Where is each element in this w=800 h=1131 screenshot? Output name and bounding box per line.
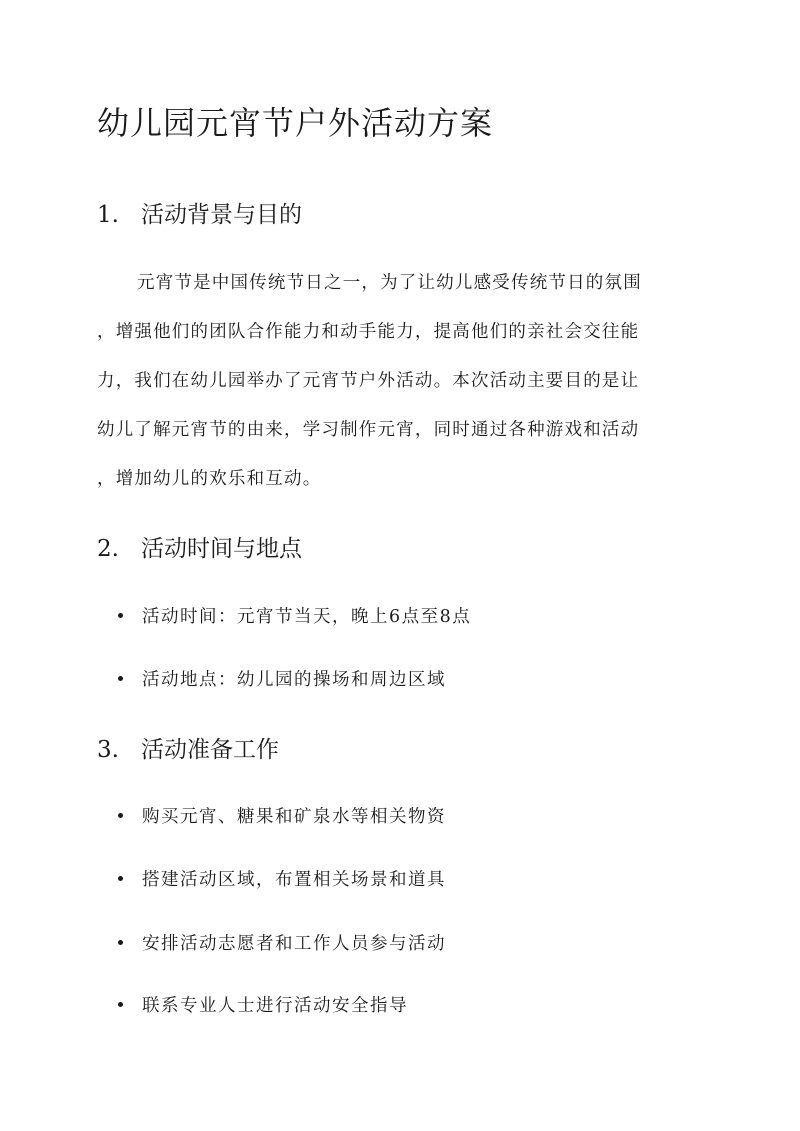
list-item-text: 安排活动志愿者和工作人员参与活动 [142, 934, 446, 954]
paragraph-line: 元宵节是中国传统节日之一，为了让幼儿感受传统节日的氛围 [137, 273, 642, 293]
list-item-text: 活动时间：元宵节当天，晚上6点至8点 [142, 607, 472, 627]
list-item [118, 603, 471, 628]
bullet-icon [118, 1002, 123, 1007]
section-1-heading [97, 196, 302, 229]
section-1-number: 1. [97, 202, 119, 228]
paragraph-line: ，增加幼儿的欢乐和互动。 [97, 469, 322, 489]
section-2-heading [97, 530, 302, 563]
bullet-icon [118, 676, 123, 681]
section-3-title: 活动准备工作 [141, 737, 279, 763]
document-title: 幼儿园元宵节户外活动方案 [97, 104, 494, 142]
list-item [118, 666, 446, 691]
list-item-text: 活动地点：幼儿园的操场和周边区域 [142, 670, 446, 690]
bullet-icon [118, 940, 123, 945]
paragraph-line: ，增强他们的团队合作能力和动手能力，提高他们的亲社会交往能 [97, 322, 640, 342]
bullet-icon [118, 613, 123, 618]
section-2-title: 活动时间与地点 [141, 536, 302, 562]
list-item-text: 搭建活动区域，布置相关场景和道具 [142, 870, 446, 890]
section-1-title: 活动背景与目的 [141, 202, 302, 228]
bullet-icon [118, 813, 123, 818]
paragraph-line: 幼儿了解元宵节的由来，学习制作元宵，同时通过各种游戏和活动 [97, 420, 640, 440]
list-item [118, 803, 446, 828]
section-1-paragraph [97, 259, 707, 504]
section-2-number: 2. [97, 536, 119, 562]
list-item-text: 购买元宵、糖果和矿泉水等相关物资 [142, 807, 446, 827]
section-3-heading [97, 731, 279, 764]
bullet-icon [118, 876, 123, 881]
section-3-number: 3. [97, 737, 119, 763]
list-item [118, 992, 408, 1017]
list-item-text: 联系专业人士进行活动安全指导 [142, 996, 408, 1016]
paragraph-line: 力，我们在幼儿园举办了元宵节户外活动。本次活动主要目的是让 [97, 371, 640, 391]
list-item [118, 866, 446, 891]
list-item [118, 930, 446, 955]
